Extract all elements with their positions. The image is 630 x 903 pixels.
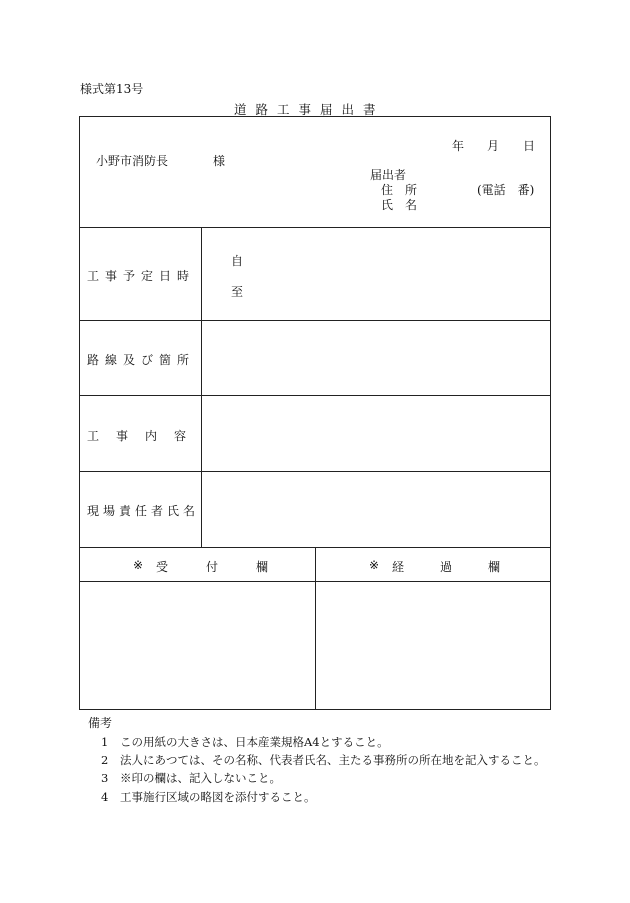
row-divider — [79, 227, 551, 228]
construction-schedule-label: 工事予定日時 — [87, 269, 196, 283]
phone-label: (電話 番) — [477, 183, 535, 197]
note-text: ※印の欄は、記入しないこと。 — [120, 771, 281, 785]
site-manager-label: 現場責任者氏名 — [87, 504, 200, 518]
reception-mark: ※ — [133, 558, 144, 572]
note-item — [101, 770, 281, 786]
construction-details-label: 工事内容 — [87, 429, 204, 443]
row-divider — [79, 320, 551, 321]
date-year-label: 年 — [452, 139, 465, 153]
honorific: 様 — [213, 154, 226, 168]
schedule-from-label: 自 — [231, 254, 244, 268]
bottom-column-divider — [315, 547, 316, 710]
row-divider — [79, 471, 551, 472]
note-text: この用紙の大きさは、日本産業規格A4とすること。 — [120, 735, 389, 749]
address-label: 住 所 — [381, 183, 418, 197]
note-text: 法人にあつては、その名称、代表者氏名、主たる事務所の所在地を記入すること。 — [120, 753, 546, 767]
notifier-label: 届出者 — [370, 168, 407, 182]
route-location-label: 路線及び箇所 — [87, 353, 196, 367]
site-manager-field[interactable] — [207, 477, 545, 539]
note-number: 2 — [101, 753, 109, 767]
addressee: 小野市消防長 — [96, 154, 169, 168]
label-column-divider — [201, 227, 202, 547]
route-location-field[interactable] — [207, 326, 545, 388]
row-divider — [79, 395, 551, 396]
note-number: 1 — [101, 735, 109, 749]
note-text: 工事施行区域の略図を添付すること。 — [120, 790, 316, 804]
note-number: 4 — [101, 790, 109, 804]
note-item — [101, 789, 316, 805]
reception-header: 受付欄 — [156, 560, 307, 574]
date-day-label: 日 — [523, 139, 536, 153]
schedule-to-label: 至 — [231, 285, 244, 299]
progress-mark: ※ — [369, 558, 380, 572]
note-item — [101, 752, 546, 768]
construction-schedule-field[interactable] — [220, 255, 540, 300]
form-title: 道路工事届出書 — [234, 102, 385, 117]
progress-header: 経過欄 — [392, 560, 537, 574]
notes-heading: 備考 — [88, 716, 113, 730]
name-label: 氏 名 — [381, 198, 418, 212]
note-number: 3 — [101, 771, 109, 785]
form-number: 様式第13号 — [80, 82, 144, 96]
construction-details-field[interactable] — [207, 401, 545, 463]
date-month-label: 月 — [487, 139, 500, 153]
note-item — [101, 734, 389, 750]
